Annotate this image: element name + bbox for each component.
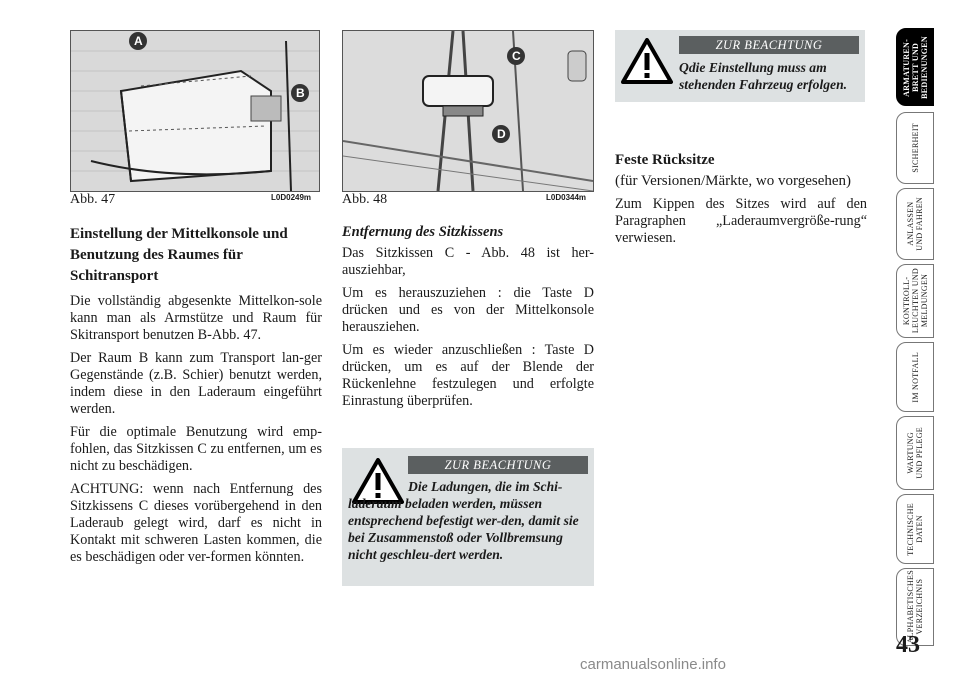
tab-anlassen[interactable]: ANLASSEN UND FAHREN <box>896 188 934 260</box>
figure-47-image <box>70 30 320 192</box>
paragraph: ACHTUNG: wenn nach Entfernung des Sitzkissens C dieses vorübergehend in den Laderaub gelegt wird, darf es nicht in Kontakt mit schweren Lasten kommen, die es beschädigen oder ver-formen könnten. <box>70 481 322 565</box>
tab-sicherheit[interactable]: SICHERHEIT <box>896 112 934 184</box>
paragraph: Der Raum B kann zum Transport lan-ger Gegenstände (z.B. Schier) benutzt werden, indem diese in den Laderaum eingeführt werden. <box>70 350 322 417</box>
callout-b-label: B <box>296 86 305 100</box>
warning-box-loads <box>342 448 594 586</box>
callout-c-label: C <box>512 49 521 63</box>
warning-title: ZUR BEACHTUNG <box>679 36 859 54</box>
figure-47-code: L0D0249m <box>271 193 312 202</box>
tab-wartung[interactable]: WARTUNG UND PFLEGE <box>896 416 934 490</box>
callout-a-label: A <box>134 34 143 48</box>
warning-text: Die Ladungen, die im Schi-laderaum beladen werden, müssen entsprechend befestigt wer-den, damit sie bei Zusammenstoß oder Vollbremsung nicht geschleu-dert werden. <box>348 479 579 562</box>
watermark: carmanualsonline.info <box>580 656 726 673</box>
warning-box-adjustment <box>615 30 865 102</box>
paragraph: Zum Kippen des Sitzes wird auf den Paragraphen „Laderaumvergröße-rung“ verwiesen. <box>615 196 867 246</box>
paragraph: Um es wieder anzuschließen : Taste D drücken, um es auf der Blende der Rückenlehne festzulegen und erfolgte Einrastung überprüfen. <box>342 342 594 409</box>
warning-triangle-icon <box>621 38 673 84</box>
section-subheading: (für Versionen/Märkte, wo vorgesehen) <box>615 173 852 189</box>
section-heading-seat-cushion: Entfernung des Sitzkissens <box>342 224 504 240</box>
paragraph: Die vollständig abgesenkte Mittelkon-sole kann man als Armstütze und Raum für Skitransport benutzen B-Abb. 47. <box>70 293 322 343</box>
tab-kontrollleuchten[interactable]: KONTROLL- LEUCHTEN UND MELDUNGEN <box>896 264 934 338</box>
warning-text: Qdie Einstellung muss am stehenden Fahrzeug erfolgen. <box>679 60 848 92</box>
figure-48-code: L0D0344m <box>546 193 587 202</box>
column-2 <box>342 224 594 416</box>
warning-title: ZUR BEACHTUNG <box>408 456 588 474</box>
page-number: 43 <box>896 632 920 658</box>
tab-technische-daten[interactable]: TECHNISCHE DATEN <box>896 494 934 564</box>
tab-armaturenbrett[interactable]: ARMATUREN- BRETT UND BEDIENUNGEN <box>896 28 934 106</box>
tab-im-notfall[interactable]: IM NOTFALL <box>896 342 934 412</box>
tab-verzeichnis[interactable]: ALPHABETISCHES VERZEICHNIS <box>896 568 934 646</box>
figure-48-caption: Abb. 48 <box>342 192 388 207</box>
column-3 <box>615 150 867 253</box>
figure-48-image <box>342 30 594 192</box>
paragraph: Um es herauszuziehen : die Taste D drücken und es von der Mittelkonsole herausziehen. <box>342 285 594 335</box>
section-heading-console: Einstellung der Mittelkonsole und Benutzung des Raumes für Schitransport <box>70 226 288 284</box>
section-heading-rear-seats: Feste Rücksitze <box>615 152 715 168</box>
paragraph: Für die optimale Benutzung wird emp-fohlen, das Sitzkissen C zu entfernen, um es nicht zu beschädigen. <box>70 424 322 474</box>
column-1 <box>70 224 322 572</box>
callout-d-label: D <box>497 127 506 141</box>
figure-47-caption: Abb. 47 <box>70 192 116 207</box>
paragraph: Das Sitzkissen C - Abb. 48 ist her-ausziehbar, <box>342 245 594 278</box>
